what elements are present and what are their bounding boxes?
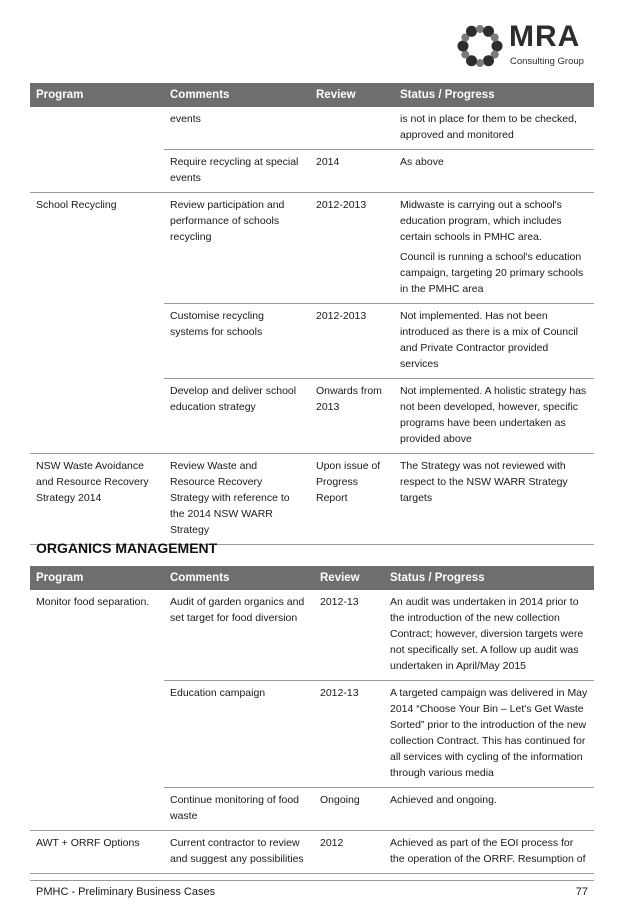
logo-subtitle: Consulting Group — [510, 56, 584, 67]
mra-logo — [454, 18, 604, 74]
table-header-row — [30, 566, 594, 590]
cell-review: 2012-13 — [314, 681, 384, 788]
cell-status — [384, 681, 594, 788]
logo-dot — [492, 41, 503, 52]
cell-comments: Review Waste and Resource Recovery Strategy with reference to the 2014 NSW WARR Strategy — [164, 454, 310, 545]
logo-dot — [491, 34, 499, 42]
cell-comments: Audit of garden organics and set target for food diversion — [164, 590, 314, 681]
header-status: Status / Progress — [394, 83, 594, 107]
cell-review: 2012-13 — [314, 590, 384, 681]
status-paragraph: Not implemented. Has not been introduced as there is a mix of Council and Private Contractor provided services — [400, 310, 579, 370]
table-row — [30, 193, 594, 304]
status-paragraph: An audit was undertaken in 2014 prior to the introduction of the new collection Contract; however, diversion targets were not specifically set. A follow up audit was undertaken in April/May 2015 — [390, 596, 584, 672]
cell-status — [384, 590, 594, 681]
header-comments: Comments — [164, 83, 310, 107]
cell-review: Upon issue of Progress Report — [310, 454, 394, 545]
cell-comments: Review participation and performance of schools recycling — [164, 193, 310, 304]
cell-status — [384, 831, 594, 874]
cell-comments: events — [164, 107, 310, 150]
table-row — [30, 454, 594, 545]
cell-comments: Require recycling at special events — [164, 150, 310, 193]
cell-program — [30, 107, 164, 193]
cell-program: AWT + ORRF Options — [30, 831, 164, 874]
status-paragraph: Midwaste is carrying out a school's education program, which includes certain schools in PMHC area. — [400, 199, 562, 243]
header-comments: Comments — [164, 566, 314, 590]
cell-status — [394, 454, 594, 545]
status-paragraph: As above — [400, 156, 444, 168]
cell-review: 2012 — [314, 831, 384, 874]
cell-comments: Develop and deliver school education strategy — [164, 379, 310, 454]
cell-review: 2012-2013 — [310, 193, 394, 304]
header-review: Review — [310, 83, 394, 107]
cell-status — [394, 150, 594, 193]
status-paragraph: The Strategy was not reviewed with respect to the NSW WARR Strategy targets — [400, 460, 568, 504]
status-paragraph: Achieved and ongoing. — [390, 794, 497, 806]
table-body — [30, 107, 594, 545]
cell-status — [384, 788, 594, 831]
status-paragraph: is not in place for them to be checked, approved and monitored — [400, 113, 577, 141]
cell-status — [394, 379, 594, 454]
header-review: Review — [314, 566, 384, 590]
logo-dot — [483, 55, 494, 66]
logo-dot — [466, 26, 477, 37]
cell-status — [394, 107, 594, 150]
header-program: Program — [30, 566, 164, 590]
status-paragraph: Council is running a school's education campaign, targeting 20 primary schools in the PMHC area — [400, 251, 584, 295]
cell-comments: Current contractor to review and suggest any possibilities — [164, 831, 314, 874]
logo-dot — [476, 59, 484, 67]
section-heading: ORGANICS MANAGEMENT — [36, 540, 218, 556]
cell-review: 2012-2013 — [310, 304, 394, 379]
cell-status — [394, 304, 594, 379]
cell-review: Ongoing — [314, 788, 384, 831]
footer-page-number: 77 — [575, 886, 588, 898]
header-program: Program — [30, 83, 164, 107]
cell-program: School Recycling — [30, 193, 164, 454]
table-row — [30, 590, 594, 681]
cell-comments: Continue monitoring of food waste — [164, 788, 314, 831]
table-row — [30, 831, 594, 874]
cell-review: 2014 — [310, 150, 394, 193]
organics-management-table — [30, 566, 594, 874]
status-paragraph: Not implemented. A holistic strategy has not been developed, however, specific programs have been undertaken as provided above — [400, 385, 587, 445]
cell-review: Onwards from 2013 — [310, 379, 394, 454]
footer-document-title: PMHC - Preliminary Business Cases — [36, 886, 216, 898]
mra-logo-icon — [454, 20, 506, 72]
table-body — [30, 590, 594, 874]
logo-name: MRA — [509, 20, 581, 53]
table-row — [30, 107, 594, 150]
cell-comments: Education campaign — [164, 681, 314, 788]
footer-divider — [30, 880, 594, 881]
cell-comments: Customise recycling systems for schools — [164, 304, 310, 379]
cell-review — [310, 107, 394, 150]
cell-program: Monitor food separation. — [30, 590, 164, 831]
table-header-row — [30, 83, 594, 107]
cell-program: NSW Waste Avoidance and Resource Recovery Strategy 2014 — [30, 454, 164, 545]
logo-dot — [461, 51, 469, 59]
logo-dot — [476, 25, 484, 33]
waste-education-table — [30, 83, 594, 545]
status-paragraph: A targeted campaign was delivered in May 2014 “Choose Your Bin – Let's Get Waste Sorted” prior to the introduction of the new collection Contract. This has continued for all services with cycling of the information through various media — [390, 687, 588, 779]
status-paragraph: Achieved as part of the EOI process for the operation of the ORRF. Resumption of — [390, 837, 586, 865]
logo-dot — [458, 41, 469, 52]
header-status: Status / Progress — [384, 566, 594, 590]
cell-status — [394, 193, 594, 304]
